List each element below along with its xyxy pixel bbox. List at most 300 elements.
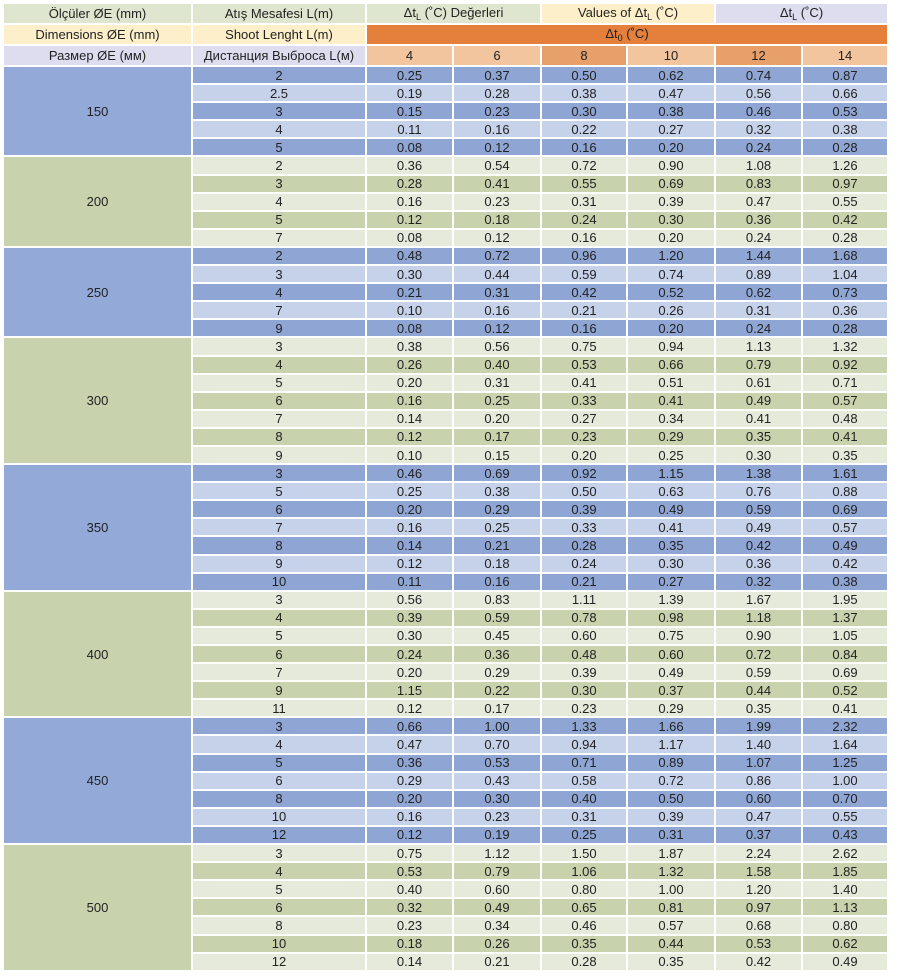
- distance-cell: 3: [193, 103, 365, 119]
- value-cell: 0.16: [367, 519, 452, 535]
- value-cell: 0.38: [542, 85, 626, 101]
- value-cell: 0.31: [716, 302, 801, 318]
- value-cell: 1.44: [716, 248, 801, 264]
- value-cell: 0.33: [542, 519, 626, 535]
- value-cell: 0.55: [542, 176, 626, 192]
- distance-cell: 2: [193, 248, 365, 264]
- value-cell: 0.70: [803, 791, 887, 807]
- value-cell: 0.56: [716, 85, 801, 101]
- value-cell: 0.53: [542, 357, 626, 373]
- value-cell: 0.23: [367, 917, 452, 933]
- value-cell: 0.56: [454, 338, 540, 354]
- value-cell: 0.53: [454, 755, 540, 771]
- value-cell: 0.60: [454, 881, 540, 897]
- value-cell: 0.31: [454, 375, 540, 391]
- value-cell: 0.32: [367, 899, 452, 915]
- value-cell: 0.16: [542, 139, 626, 155]
- value-cell: 0.41: [454, 176, 540, 192]
- value-cell: 1.12: [454, 845, 540, 861]
- value-cell: 0.28: [542, 954, 626, 970]
- value-cell: 1.32: [803, 338, 887, 354]
- value-cell: 0.69: [803, 501, 887, 517]
- value-cell: 0.75: [542, 338, 626, 354]
- value-cell: 0.16: [542, 230, 626, 246]
- value-cell: 0.23: [542, 700, 626, 716]
- value-cell: 0.35: [542, 936, 626, 952]
- value-cell: 0.31: [542, 194, 626, 210]
- delta-t-table: [2, 2, 889, 972]
- value-cell: 0.47: [367, 736, 452, 752]
- value-cell: 1.66: [628, 718, 714, 734]
- value-cell: 0.43: [803, 827, 887, 843]
- value-cell: 0.57: [803, 393, 887, 409]
- value-cell: 0.20: [542, 447, 626, 463]
- value-cell: 1.11: [542, 592, 626, 608]
- table-row: [4, 67, 887, 83]
- value-cell: 0.24: [367, 646, 452, 662]
- dt0-col-10: 10: [628, 46, 714, 65]
- value-cell: 0.21: [542, 574, 626, 590]
- table-body: [4, 67, 887, 970]
- value-cell: 0.57: [628, 917, 714, 933]
- value-cell: 0.26: [628, 302, 714, 318]
- value-cell: 0.44: [716, 682, 801, 698]
- value-cell: 1.32: [628, 863, 714, 879]
- value-cell: 0.42: [542, 284, 626, 300]
- distance-cell: 5: [193, 139, 365, 155]
- value-cell: 0.31: [628, 827, 714, 843]
- value-cell: 1.17: [628, 736, 714, 752]
- distance-cell: 7: [193, 411, 365, 427]
- value-cell: 0.20: [628, 230, 714, 246]
- value-cell: 1.99: [716, 718, 801, 734]
- value-cell: 0.24: [716, 139, 801, 155]
- value-cell: 0.47: [716, 194, 801, 210]
- value-cell: 0.25: [454, 393, 540, 409]
- distance-cell: 6: [193, 501, 365, 517]
- dt0-col-14: 14: [803, 46, 887, 65]
- table-row: [4, 338, 887, 354]
- value-cell: 0.38: [367, 338, 452, 354]
- distance-cell: 7: [193, 664, 365, 680]
- value-cell: 0.80: [803, 917, 887, 933]
- value-cell: 0.70: [454, 736, 540, 752]
- table-row: [4, 718, 887, 734]
- value-cell: 0.54: [454, 157, 540, 173]
- value-cell: 0.80: [542, 881, 626, 897]
- distance-cell: 4: [193, 357, 365, 373]
- value-cell: 0.37: [454, 67, 540, 83]
- value-cell: 0.28: [803, 320, 887, 336]
- value-cell: 0.12: [367, 212, 452, 228]
- value-cell: 0.10: [367, 302, 452, 318]
- distance-cell: 11: [193, 700, 365, 716]
- value-cell: 0.19: [367, 85, 452, 101]
- value-cell: 0.46: [542, 917, 626, 933]
- value-cell: 0.49: [716, 393, 801, 409]
- distance-cell: 9: [193, 447, 365, 463]
- value-cell: 0.41: [716, 411, 801, 427]
- value-cell: 0.20: [454, 411, 540, 427]
- distance-cell: 4: [193, 194, 365, 210]
- value-cell: 0.48: [803, 411, 887, 427]
- value-cell: 0.98: [628, 610, 714, 626]
- value-cell: 0.88: [803, 483, 887, 499]
- value-cell: 0.74: [716, 67, 801, 83]
- value-cell: 0.37: [628, 682, 714, 698]
- header-dtl-en: Values of $\Delta t_L$ (˚C): [542, 4, 714, 23]
- value-cell: 0.25: [454, 519, 540, 535]
- value-cell: 0.28: [367, 176, 452, 192]
- table-row: [4, 845, 887, 861]
- value-cell: 0.30: [716, 447, 801, 463]
- value-cell: 0.45: [454, 628, 540, 644]
- dt0-col-4: 4: [367, 46, 452, 65]
- distance-cell: 8: [193, 917, 365, 933]
- value-cell: 1.85: [803, 863, 887, 879]
- value-cell: 0.68: [716, 917, 801, 933]
- value-cell: 0.34: [628, 411, 714, 427]
- value-cell: 0.23: [454, 194, 540, 210]
- value-cell: 0.28: [542, 537, 626, 553]
- value-cell: 0.53: [367, 863, 452, 879]
- value-cell: 0.55: [803, 809, 887, 825]
- size-cell: 250: [4, 248, 191, 336]
- value-cell: 0.28: [803, 230, 887, 246]
- value-cell: 0.72: [716, 646, 801, 662]
- distance-cell: 10: [193, 809, 365, 825]
- value-cell: 0.08: [367, 230, 452, 246]
- value-cell: 0.35: [628, 537, 714, 553]
- value-cell: 0.27: [628, 574, 714, 590]
- value-cell: 0.20: [367, 664, 452, 680]
- value-cell: 0.11: [367, 574, 452, 590]
- value-cell: 0.27: [628, 121, 714, 137]
- value-cell: 1.40: [716, 736, 801, 752]
- value-cell: 0.33: [542, 393, 626, 409]
- dt0-col-8: 8: [542, 46, 626, 65]
- value-cell: 0.39: [367, 610, 452, 626]
- distance-cell: 2: [193, 157, 365, 173]
- value-cell: 0.59: [454, 610, 540, 626]
- value-cell: 0.94: [542, 736, 626, 752]
- distance-cell: 6: [193, 773, 365, 789]
- value-cell: 0.12: [367, 429, 452, 445]
- value-cell: 0.44: [628, 936, 714, 952]
- distance-cell: 5: [193, 212, 365, 228]
- value-cell: 0.29: [628, 429, 714, 445]
- header-dt0: $\Delta t_0$ (˚C): [367, 25, 887, 44]
- size-cell: 200: [4, 157, 191, 245]
- value-cell: 0.63: [628, 483, 714, 499]
- distance-cell: 3: [193, 465, 365, 481]
- header-dtl-tr: $\Delta t_L$ (˚C) Değerleri: [367, 4, 540, 23]
- value-cell: 0.12: [367, 827, 452, 843]
- value-cell: 0.18: [367, 936, 452, 952]
- value-cell: 0.75: [628, 628, 714, 644]
- value-cell: 0.62: [628, 67, 714, 83]
- value-cell: 0.12: [367, 700, 452, 716]
- distance-cell: 6: [193, 393, 365, 409]
- value-cell: 0.36: [454, 646, 540, 662]
- value-cell: 0.39: [628, 809, 714, 825]
- value-cell: 0.52: [803, 682, 887, 698]
- header-size-en: Dimensions ØE (mm): [4, 25, 191, 44]
- value-cell: 0.65: [542, 899, 626, 915]
- value-cell: 1.38: [716, 465, 801, 481]
- value-cell: 0.46: [716, 103, 801, 119]
- distance-cell: 5: [193, 628, 365, 644]
- value-cell: 0.16: [454, 302, 540, 318]
- value-cell: 1.95: [803, 592, 887, 608]
- value-cell: 1.13: [803, 899, 887, 915]
- value-cell: 0.15: [454, 447, 540, 463]
- distance-cell: 4: [193, 863, 365, 879]
- value-cell: 0.60: [716, 791, 801, 807]
- size-cell: 400: [4, 592, 191, 717]
- value-cell: 0.38: [803, 121, 887, 137]
- value-cell: 0.90: [628, 157, 714, 173]
- value-cell: 0.26: [367, 357, 452, 373]
- value-cell: 0.20: [367, 501, 452, 517]
- value-cell: 1.67: [716, 592, 801, 608]
- value-cell: 0.10: [367, 447, 452, 463]
- distance-cell: 12: [193, 954, 365, 970]
- value-cell: 0.43: [454, 773, 540, 789]
- value-cell: 1.61: [803, 465, 887, 481]
- value-cell: 0.08: [367, 139, 452, 155]
- value-cell: 0.31: [454, 284, 540, 300]
- distance-cell: 7: [193, 519, 365, 535]
- value-cell: 1.37: [803, 610, 887, 626]
- distance-cell: 8: [193, 537, 365, 553]
- value-cell: 0.35: [716, 429, 801, 445]
- value-cell: 1.13: [716, 338, 801, 354]
- value-cell: 0.89: [628, 755, 714, 771]
- value-cell: 0.25: [628, 447, 714, 463]
- value-cell: 1.00: [454, 718, 540, 734]
- value-cell: 0.59: [716, 664, 801, 680]
- distance-cell: 9: [193, 320, 365, 336]
- distance-cell: 2: [193, 67, 365, 83]
- value-cell: 0.41: [803, 700, 887, 716]
- value-cell: 0.36: [803, 302, 887, 318]
- value-cell: 0.39: [542, 501, 626, 517]
- value-cell: 0.72: [454, 248, 540, 264]
- value-cell: 0.61: [716, 375, 801, 391]
- value-cell: 0.81: [628, 899, 714, 915]
- value-cell: 0.26: [454, 936, 540, 952]
- distance-cell: 5: [193, 755, 365, 771]
- value-cell: 0.48: [367, 248, 452, 264]
- value-cell: 0.35: [628, 954, 714, 970]
- dt0-col-12: 12: [716, 46, 801, 65]
- value-cell: 0.96: [542, 248, 626, 264]
- value-cell: 0.30: [454, 791, 540, 807]
- value-cell: 0.90: [716, 628, 801, 644]
- value-cell: 0.51: [628, 375, 714, 391]
- value-cell: 0.97: [803, 176, 887, 192]
- value-cell: 0.16: [542, 320, 626, 336]
- value-cell: 0.71: [803, 375, 887, 391]
- value-cell: 0.75: [367, 845, 452, 861]
- value-cell: 0.42: [716, 954, 801, 970]
- value-cell: 0.49: [628, 501, 714, 517]
- value-cell: 0.17: [454, 429, 540, 445]
- value-cell: 0.59: [542, 266, 626, 282]
- value-cell: 1.06: [542, 863, 626, 879]
- value-cell: 0.23: [454, 809, 540, 825]
- value-cell: 0.16: [367, 809, 452, 825]
- value-cell: 0.18: [454, 556, 540, 572]
- value-cell: 0.46: [367, 465, 452, 481]
- value-cell: 0.48: [542, 646, 626, 662]
- value-cell: 1.87: [628, 845, 714, 861]
- value-cell: 0.36: [367, 157, 452, 173]
- value-cell: 0.12: [367, 556, 452, 572]
- value-cell: 0.38: [454, 483, 540, 499]
- header-row-2: [4, 25, 887, 44]
- value-cell: 0.41: [628, 393, 714, 409]
- value-cell: 0.22: [542, 121, 626, 137]
- distance-cell: 3: [193, 592, 365, 608]
- value-cell: 0.17: [454, 700, 540, 716]
- value-cell: 0.30: [542, 103, 626, 119]
- value-cell: 1.58: [716, 863, 801, 879]
- distance-cell: 4: [193, 284, 365, 300]
- value-cell: 0.16: [454, 574, 540, 590]
- value-cell: 0.21: [454, 954, 540, 970]
- value-cell: 1.39: [628, 592, 714, 608]
- value-cell: 0.28: [803, 139, 887, 155]
- distance-cell: 5: [193, 483, 365, 499]
- value-cell: 0.53: [716, 936, 801, 952]
- value-cell: 0.29: [367, 773, 452, 789]
- value-cell: 1.00: [628, 881, 714, 897]
- value-cell: 0.50: [542, 483, 626, 499]
- distance-cell: 3: [193, 718, 365, 734]
- value-cell: 0.60: [542, 628, 626, 644]
- value-cell: 1.50: [542, 845, 626, 861]
- value-cell: 0.19: [454, 827, 540, 843]
- table-row: [4, 465, 887, 481]
- distance-cell: 8: [193, 791, 365, 807]
- size-cell: 500: [4, 845, 191, 970]
- header-distance-tr: Atış Mesafesi L(m): [193, 4, 365, 23]
- value-cell: 1.18: [716, 610, 801, 626]
- value-cell: 0.30: [367, 628, 452, 644]
- value-cell: 0.36: [716, 212, 801, 228]
- distance-cell: 9: [193, 682, 365, 698]
- value-cell: 0.16: [454, 121, 540, 137]
- size-cell: 450: [4, 718, 191, 843]
- value-cell: 0.74: [628, 266, 714, 282]
- header-size-ru: Размер ØE (мм): [4, 46, 191, 65]
- value-cell: 0.39: [628, 194, 714, 210]
- value-cell: 0.89: [716, 266, 801, 282]
- value-cell: 0.32: [716, 574, 801, 590]
- distance-cell: 5: [193, 881, 365, 897]
- value-cell: 0.16: [367, 393, 452, 409]
- distance-cell: 10: [193, 936, 365, 952]
- value-cell: 0.34: [454, 917, 540, 933]
- value-cell: 0.24: [542, 212, 626, 228]
- distance-cell: 8: [193, 429, 365, 445]
- dt0-col-6: 6: [454, 46, 540, 65]
- value-cell: 0.25: [367, 67, 452, 83]
- value-cell: 0.12: [454, 230, 540, 246]
- value-cell: 0.11: [367, 121, 452, 137]
- value-cell: 0.69: [454, 465, 540, 481]
- table-row: [4, 157, 887, 173]
- header-dtl-ru: $\Delta t_L$ (˚C): [716, 4, 887, 23]
- value-cell: 0.20: [367, 375, 452, 391]
- value-cell: 0.14: [367, 537, 452, 553]
- table-row: [4, 592, 887, 608]
- value-cell: 0.84: [803, 646, 887, 662]
- distance-cell: 5: [193, 375, 365, 391]
- value-cell: 0.53: [803, 103, 887, 119]
- value-cell: 0.12: [454, 139, 540, 155]
- value-cell: 0.25: [367, 483, 452, 499]
- value-cell: 1.26: [803, 157, 887, 173]
- value-cell: 0.16: [367, 194, 452, 210]
- value-cell: 0.58: [542, 773, 626, 789]
- header-size-tr: Ölçüler ØE (mm): [4, 4, 191, 23]
- value-cell: 0.27: [542, 411, 626, 427]
- value-cell: 0.25: [542, 827, 626, 843]
- value-cell: 1.15: [628, 465, 714, 481]
- value-cell: 0.15: [367, 103, 452, 119]
- distance-cell: 9: [193, 556, 365, 572]
- distance-cell: 2.5: [193, 85, 365, 101]
- value-cell: 0.49: [803, 537, 887, 553]
- value-cell: 0.94: [628, 338, 714, 354]
- value-cell: 0.69: [803, 664, 887, 680]
- value-cell: 0.20: [628, 320, 714, 336]
- value-cell: 2.62: [803, 845, 887, 861]
- value-cell: 0.42: [803, 556, 887, 572]
- value-cell: 0.52: [628, 284, 714, 300]
- value-cell: 0.22: [454, 682, 540, 698]
- value-cell: 0.32: [716, 121, 801, 137]
- value-cell: 0.62: [803, 936, 887, 952]
- value-cell: 0.97: [716, 899, 801, 915]
- size-cell: 300: [4, 338, 191, 463]
- value-cell: 0.41: [542, 375, 626, 391]
- value-cell: 0.30: [628, 556, 714, 572]
- value-cell: 0.50: [628, 791, 714, 807]
- distance-cell: 4: [193, 736, 365, 752]
- value-cell: 0.76: [716, 483, 801, 499]
- value-cell: 0.14: [367, 954, 452, 970]
- value-cell: 2.24: [716, 845, 801, 861]
- value-cell: 0.49: [628, 664, 714, 680]
- value-cell: 0.20: [367, 791, 452, 807]
- value-cell: 0.47: [628, 85, 714, 101]
- value-cell: 0.36: [367, 755, 452, 771]
- value-cell: 0.41: [628, 519, 714, 535]
- value-cell: 0.29: [454, 664, 540, 680]
- distance-cell: 3: [193, 176, 365, 192]
- value-cell: 1.33: [542, 718, 626, 734]
- value-cell: 0.83: [716, 176, 801, 192]
- value-cell: 0.49: [803, 954, 887, 970]
- value-cell: 0.23: [542, 429, 626, 445]
- table-row: [4, 248, 887, 264]
- value-cell: 0.24: [716, 320, 801, 336]
- value-cell: 1.08: [716, 157, 801, 173]
